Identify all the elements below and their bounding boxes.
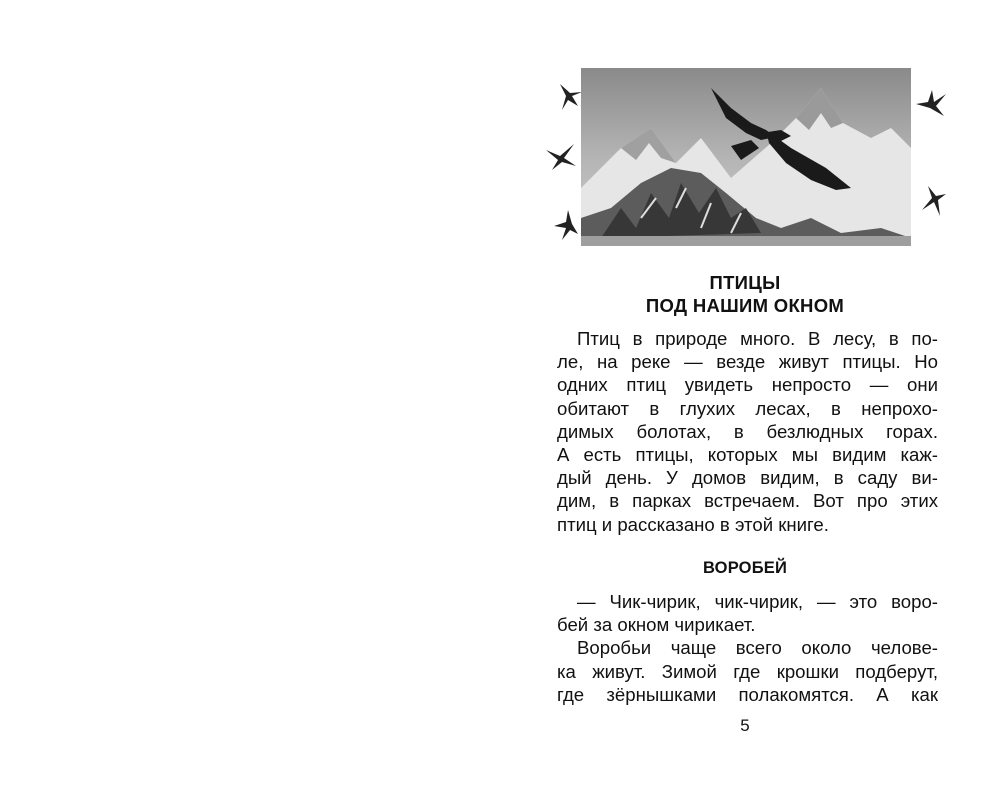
page-number: 5 — [740, 716, 750, 735]
text-line: Птиц в природе много. В лесу, в по- — [577, 328, 938, 349]
text-line: ка живут. Зимой где крошки подберут, — [557, 660, 938, 682]
text-line: где зёрнышками полакомятся. А как — [557, 683, 938, 705]
text-line: — Чик-чирик, чик-чирик, — это воро- — [577, 591, 938, 612]
section-title: ВОРОБЕЙ — [702, 559, 788, 577]
text-line: одних птиц увидеть непросто — они — [557, 374, 938, 396]
text-line: бей за окном чирикает. — [557, 614, 756, 636]
text-line: дый день. У домов видим, в саду ви- — [557, 467, 938, 489]
text-line: обитают в глухих лесах, в непрохо- — [557, 397, 938, 419]
text-line: димых болотах, в безлюдных горах. — [557, 420, 938, 442]
text-line: дим, в парках встречаем. Вот про этих — [557, 490, 938, 512]
chapter-title-line: ПТИЦЫ — [709, 272, 781, 293]
text-line: Воробьи чаще всего около челове- — [577, 637, 938, 659]
swallow-icon — [544, 140, 578, 174]
swallow-icon — [916, 184, 950, 218]
section-paragraph — [557, 590, 938, 706]
swallow-icon — [550, 208, 584, 242]
text-line: птиц и рассказано в этой книге. — [557, 513, 829, 535]
swallow-icon — [914, 86, 948, 120]
intro-paragraph — [557, 327, 938, 536]
text-line: А есть птицы, которых мы видим каж- — [557, 444, 938, 466]
chapter-title — [520, 271, 970, 317]
text-line: ле, на реке — везде живут птицы. Но — [557, 351, 938, 373]
right-page — [500, 0, 1000, 800]
chapter-title-line: ПОД НАШИМ ОКНОМ — [645, 295, 845, 316]
eagle-mountains-illustration — [581, 68, 911, 246]
